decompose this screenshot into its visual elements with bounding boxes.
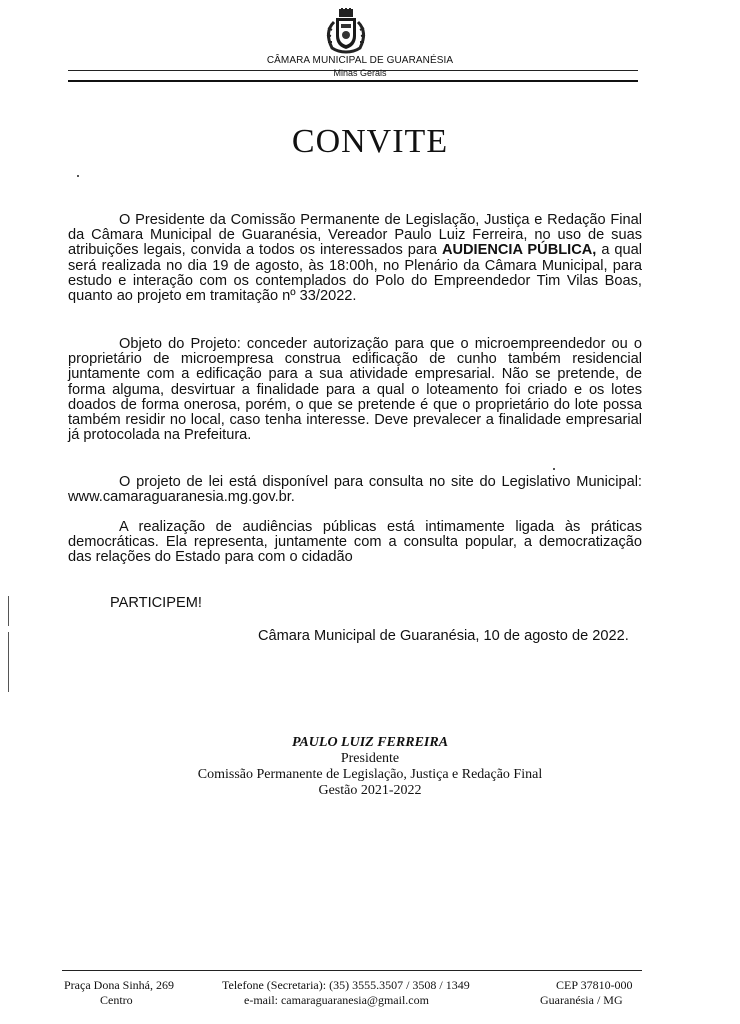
paragraph-project-object: Objeto do Projeto: conceder autorização para que o microempreendedor ou o proprietário de microempresa construa edificação de cunho também residencial juntamente com a edificação para a sua atividade empresarial. Não se pretende, de forma alguma, desvirtuar a finalidade para a qual o loteamento foi criado e os lotes doados de forma onerosa, porém, o que se pretende é que o proprietário do lote possa também residir no local, caso tenha interesse. Deve prevalecer a finalidade empresarial já protocolada na Prefeitura. [68,336,642,444]
page-title: CONVITE [291,123,449,160]
footer-postal-code: CEP 37810-000 [556,978,633,992]
place-and-date: Câmara Municipal de Guaranésia, 10 de agosto de 2022. [258,628,629,644]
signatory-committee: Comissão Permanente de Legislação, Justiça e Redação Final [197,767,543,782]
invitation-text-start: O Presidente da Comissão Permanente de Legislação, Justiça e Redação Final da Câmara Municipal de Guaranésia, Vereador Paulo Luiz Ferreira, no uso de suas atribuições legais, convida a todos os interessados para [68,212,642,259]
paragraph-democracy: A realização de audiências públicas está intimamente ligada às práticas democráticas. Ela representa, juntamente com a consulta popular, a democratização das relações do Estado para com o cidadão [68,519,642,566]
invitation-text-end: a qual será realizada no dia 19 de agosto, às 18:00h, no Plenário da Câmara Municipal, para estudo e interação com os contemplados do Polo do Empreendedor Tim Vilas Boas, quanto ao projeto em tramitação nº 33/2022. [68,242,642,305]
header-divider-thick [68,80,638,82]
coat-of-arms-icon [320,8,372,54]
signatory-role: Presidente [340,751,400,766]
signatory-term: Gestão 2021-2022 [318,783,422,798]
scan-margin-line [8,596,9,626]
paragraph-invitation [68,213,642,304]
organization-name: CÂMARA MUNICIPAL DE GUARANÉSIA [266,55,454,66]
footer-email: e-mail: camaraguaranesia@gmail.com [244,993,429,1007]
invitation-highlight: AUDIENCIA PÚBLICA, [441,242,597,259]
scan-speck [553,468,555,470]
paragraph-website: O projeto de lei está disponível para consulta no site do Legislativo Municipal: www.camaraguaranesia.mg.gov.br. [68,474,642,506]
organization-state: Minas Gerais [333,68,387,78]
footer-phone: Telefone (Secretaria): (35) 3555.3507 / 3508 / 1349 [222,978,470,992]
signatory-name: PAULO LUIZ FERREIRA [291,735,449,750]
footer-city: Guaranésia / MG [540,993,623,1007]
scan-margin-line [8,632,9,692]
footer-address-district: Centro [100,993,133,1007]
scan-speck [77,175,79,177]
footer-address-street: Praça Dona Sinhá, 269 [64,978,174,992]
footer-divider [62,970,642,971]
call-to-action: PARTICIPEM! [110,595,202,611]
